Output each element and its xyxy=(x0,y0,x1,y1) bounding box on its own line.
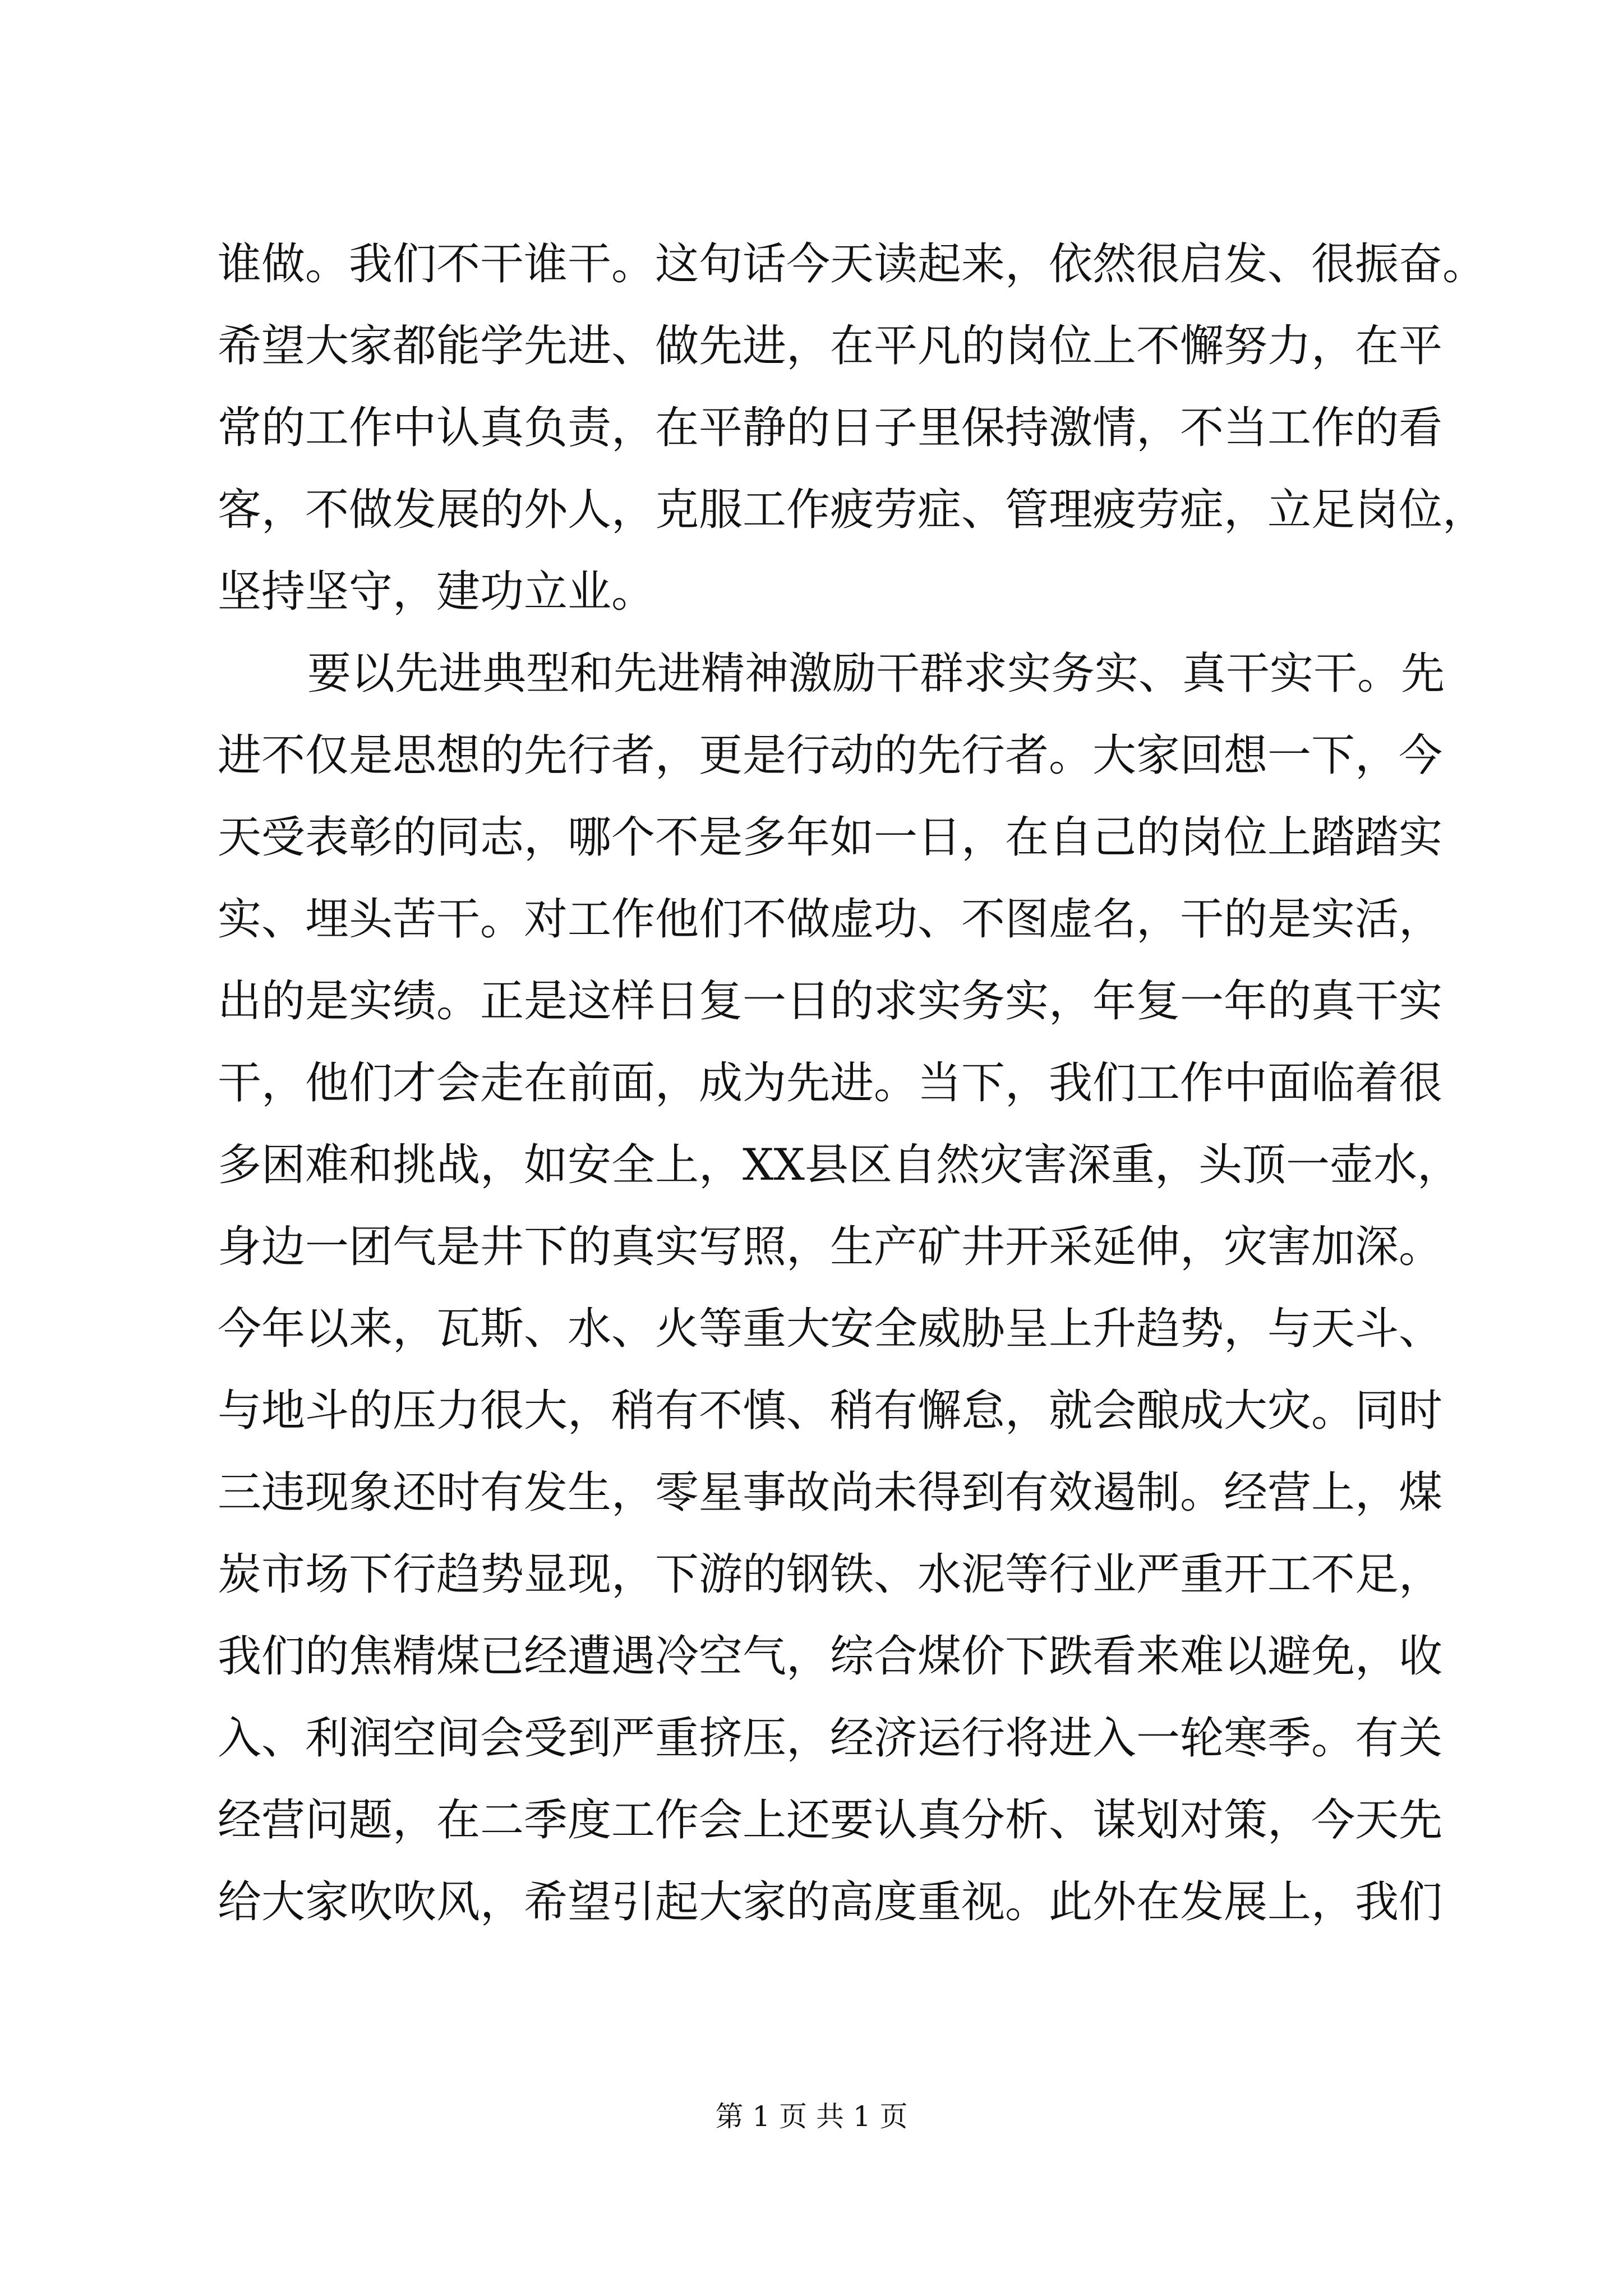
text-line: 今年以来，瓦斯、水、火等重大安全威胁呈上升趋势，与天斗、 xyxy=(218,1304,1443,1354)
text-line: 身边一团气是井下的真实写照，生产矿井开采延伸，灾害加深。 xyxy=(218,1222,1443,1272)
text-line: 与地斗的压力很大，稍有不慎、稍有懈怠，就会酿成大灾。同时 xyxy=(218,1386,1443,1436)
text-line: 进不仅是思想的先行者，更是行动的先行者。大家回想一下，今 xyxy=(218,730,1443,781)
text-line: 客，不做发展的外人，克服工作疲劳症、管理疲劳症，立足岗位， xyxy=(218,485,1487,535)
body-text xyxy=(218,223,1487,1943)
paragraph-first-line: 要以先进典型和先进精神激励干群求实务实、真干实干。先 xyxy=(307,648,1445,699)
text-line: 出的是实绩。正是这样日复一日的求实务实，年复一年的真干实 xyxy=(218,976,1443,1027)
text-line: 坚持坚守，建功立业。 xyxy=(218,567,656,617)
text-line: 常的工作中认真负责，在平静的日子里保持激情，不当工作的看 xyxy=(218,403,1443,453)
text-line: 三违现象还时有发生，零星事故尚未得到有效遏制。经营上，煤 xyxy=(218,1467,1443,1518)
text-line: 干，他们才会走在前面，成为先进。当下，我们工作中面临着很 xyxy=(218,1058,1443,1108)
text-line: 炭市场下行趋势显现，下游的钢铁、水泥等行业严重开工不足， xyxy=(218,1549,1443,1600)
text-line: 经营问题，在二季度工作会上还要认真分析、谋划对策，今天先 xyxy=(218,1795,1443,1846)
text-line: 天受表彰的同志，哪个不是多年如一日，在自己的岗位上踏踏实 xyxy=(218,812,1443,863)
text-line: 给大家吹吹风，希望引起大家的高度重视。此外在发展上，我们 xyxy=(218,1877,1443,1927)
text-line: 希望大家都能学先进、做先进，在平凡的岗位上不懈努力，在平 xyxy=(218,321,1443,371)
text-line: 我们的焦精煤已经遭遇冷空气，综合煤价下跌看来难以避免，收 xyxy=(218,1631,1443,1682)
page-number-footer: 第 1 页 共 1 页 xyxy=(715,2100,908,2133)
text-line: 实、埋头苦干。对工作他们不做虚功、不图虚名，干的是实活， xyxy=(218,894,1443,945)
text-line: 谁做。我们不干谁干。这句话今天读起来，依然很启发、很振奋。 xyxy=(218,239,1487,289)
text-line: 多困难和挑战，如安全上，XX县区自然灾害深重，头顶一壶水， xyxy=(218,1140,1461,1190)
text-line: 入、利润空间会受到严重挤压，经济运行将进入一轮寒季。有关 xyxy=(218,1713,1443,1764)
